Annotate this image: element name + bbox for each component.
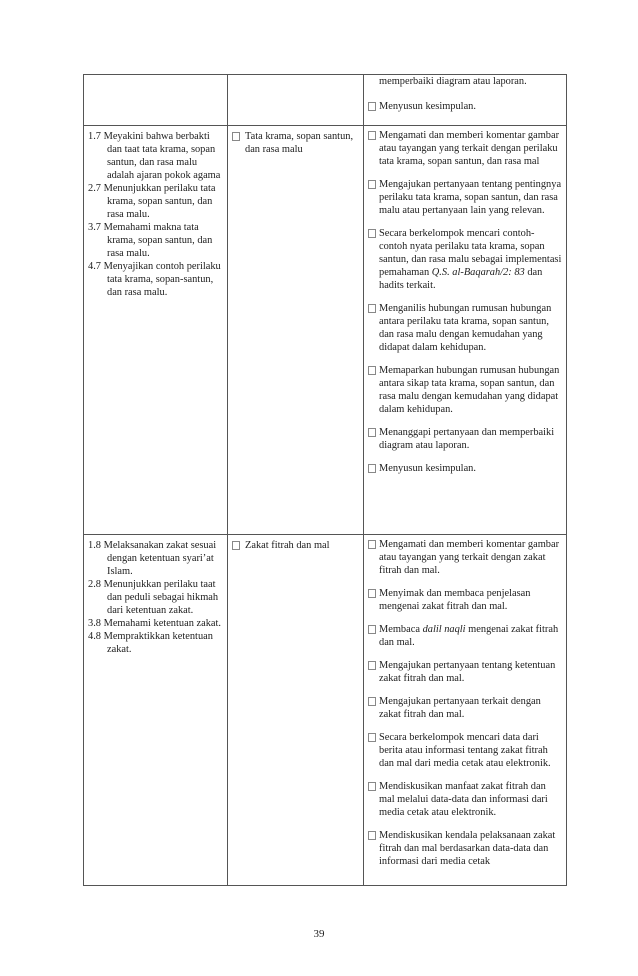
activity-text: Menyusun kesimpulan. [379, 463, 476, 474]
activity-item [368, 829, 562, 868]
checkbox-bullet-icon [368, 428, 376, 437]
kd-item: 3.8 Memahami ketentuan zakat. [88, 618, 222, 629]
activity-item [368, 587, 562, 613]
activity-item [368, 623, 562, 649]
syllabus-table [83, 74, 567, 886]
activity-text: Membaca dalil naqli mengenai zakat fitrah dan mal. [379, 624, 559, 648]
activity-text: Mengamati dan memberi komentar gambar atau tayangan yang terkait dengan perilaku tata krama, sopan santun, dan rasa mal [379, 130, 560, 167]
activity-text: Mengajukan pertanyaan tentang ketentuan zakat fitrah dan mal. [379, 660, 556, 684]
activity-item [368, 426, 562, 452]
activity-text: Secara berkelompok mencari data dari berita atau informasi tentang zakat fitrah dan mal dari media cetak atau elektronik. [379, 732, 551, 769]
checkbox-bullet-icon [368, 229, 376, 238]
checkbox-bullet-icon [368, 464, 376, 473]
checkbox-bullet-icon [368, 589, 376, 598]
activity-text: Memaparkan hubungan rumusan hubungan antara sikap tata krama, sopan santun, dan rasa malu dengan kemudahan yang didapat dalam kehidupan. [379, 365, 560, 415]
checkbox-bullet-icon [368, 661, 376, 670]
activity-text: memperbaiki diagram atau laporan. [379, 76, 527, 87]
kd-item: 3.7 Memahami makna tata krama, sopan santun, dan rasa malu. [88, 222, 213, 259]
kd-item: 4.7 Menyajikan contoh perilaku tata krama, sopan-santun, dan rasa malu. [88, 261, 221, 298]
activity-text: Menyusun kesimpulan. [379, 101, 476, 112]
activity-item [368, 538, 562, 577]
activity-item [368, 364, 562, 416]
checkbox-bullet-icon [368, 304, 376, 313]
kd-item: 1.7 Meyakini bahwa berbakti dan taat tata krama, sopan santun, dan rasa malu adalah ajaran pokok agama [88, 131, 221, 181]
checkbox-bullet-icon [368, 782, 376, 791]
checkbox-bullet-icon [368, 131, 376, 140]
activity-text: Mendiskusikan manfaat zakat fitrah dan mal melalui data-data dan informasi dari media cetak atau elektronik. [379, 781, 548, 818]
table-row [84, 75, 567, 126]
activity-item [368, 75, 562, 88]
activity-text: Menyimak dan membaca penjelasan mengenai zakat fitrah dan mal. [379, 588, 531, 612]
activity-item [368, 695, 562, 721]
activity-item [368, 129, 562, 168]
activity-item [368, 227, 562, 292]
materi-text: Tata krama, sopan santun, dan rasa malu [245, 131, 354, 155]
kd-item: 2.8 Menunjukkan perilaku taat dan peduli sebagai hikmah dari ketentuan zakat. [88, 579, 219, 616]
kd-cell [84, 75, 228, 126]
materi-cell [228, 126, 364, 535]
activity-text: Menganilis hubungan rumusan hubungan antara perilaku tata krama, sopan santun, dan rasa malu dengan kemudahan yang didapat dalam kehidupan. [379, 303, 552, 353]
kd-cell [84, 535, 228, 886]
checkbox-bullet-icon [368, 733, 376, 742]
table-row [84, 535, 567, 886]
kd-cell [84, 126, 228, 535]
kd-item: 4.8 Mempraktikkan ketentuan zakat. [88, 631, 213, 655]
activity-item [368, 178, 562, 217]
checkbox-bullet-icon [368, 366, 376, 375]
page-number: 39 [313, 928, 325, 940]
activity-text: Mengajukan pertanyaan terkait dengan zakat fitrah dan mal. [379, 696, 541, 720]
checkbox-bullet-icon [368, 540, 376, 549]
materi-text: Zakat fitrah dan mal [245, 540, 330, 551]
checkbox-bullet-icon [232, 541, 240, 550]
activity-item [368, 659, 562, 685]
activity-item [368, 302, 562, 354]
activity-item [368, 462, 562, 475]
activity-text: Mengamati dan memberi komentar gambar atau tayangan yang terkait dengan zakat fitrah dan mal. [379, 539, 560, 576]
activities-cell [364, 126, 567, 535]
activity-text: Menanggapi pertanyaan dan memperbaiki diagram atau laporan. [379, 427, 555, 451]
materi-cell [228, 75, 364, 126]
activity-text: Mengajukan pertanyaan tentang pentingnya perilaku tata krama, sopan santun, dan rasa malu atau pertanyaan lain yang relevan. [379, 179, 562, 216]
checkbox-bullet-icon [232, 132, 240, 141]
checkbox-bullet-icon [368, 625, 376, 634]
checkbox-bullet-icon [368, 831, 376, 840]
activities-cell [364, 535, 567, 886]
activity-text: Secara berkelompok mencari contoh-contoh nyata perilaku tata krama, sopan santun, dan rasa malu sebagai implementasi pemahaman Q.S. al-Baqarah/2: 83 dan hadits terkait. [379, 228, 562, 291]
materi-cell [228, 535, 364, 886]
activity-item [368, 731, 562, 770]
checkbox-bullet-icon [368, 697, 376, 706]
activity-text: Mendiskusikan kendala pelaksanaan zakat fitrah dan mal berdasarkan data-data dan informasi dari media cetak [379, 830, 556, 867]
activity-item [368, 780, 562, 819]
checkbox-bullet-icon [368, 102, 376, 111]
activities-cell [364, 75, 567, 126]
activity-item [368, 100, 562, 113]
checkbox-bullet-icon [368, 180, 376, 189]
table-row [84, 126, 567, 535]
kd-item: 1.8 Melaksanakan zakat sesuai dengan ketentuan syari’at Islam. [88, 540, 217, 577]
kd-item: 2.7 Menunjukkan perilaku tata krama, sopan santun, dan rasa malu. [88, 183, 216, 220]
